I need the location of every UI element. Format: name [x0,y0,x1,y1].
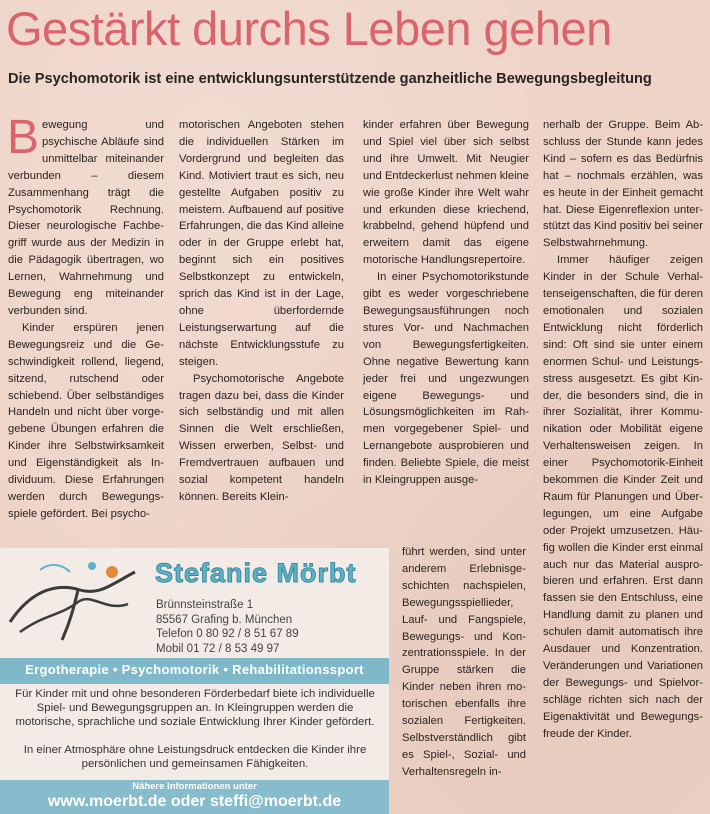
article-column-4 [543,117,703,743]
ad-description: Für Kinder mit und ohne besonderen Förderbedarf biete ich individuelle Spiel- und Bewegungsgruppen an. In Kleingruppen werden die motorische, sprachliche und soziale Entwicklung Ihrer Kinder gefördert. [15,688,375,728]
article-column-3 [363,117,529,489]
paragraph: motorischen Angeboten stehen die individuellen Stärken im Vordergrund und begleiten das Kind. Motiviert traut es sich, neu gestellte Aufgaben positiv zu meistern. Aufbauend auf positive Erfahrungen, die das Kind alleine oder in der Gruppe erlebt hat, beginnt sich ein positives Selbstkonzept zu entwickeln, sprich das Kind ist in der Lage, ohne überfordernde Leistungserwartung auf die nächste Entwicklungsstufe zu steigen. [179,119,344,368]
paragraph: In einer Psychomotorikstunde gibt es weder vorgeschriebene Bewegungsausführungen noch stures Vor- und Nachmachen von Bewegungsfertigkeiten. Ohne negative Bewertung kann jeder frei und ungezwungen eigene Bewegungs- und Lösungsmöglichkeiten im Rahmen vorgegebener Spiel- und Lernangebote ausprobieren und finden. Beliebte Spiele, die meist in Kleingruppen ausge- [363,271,529,487]
ad-description-2: In einer Atmosphäre ohne Leistungsdruck entdecken die Kinder ihre persönlichen und gemeinsamen Fähigkeiten. [23,744,367,770]
advertisement [0,548,389,814]
phone-line: Telefon 0 80 92 / 8 51 67 89 [156,628,299,640]
article-column-2 [179,117,344,506]
mobile-line: Mobil 01 72 / 8 53 49 97 [156,642,280,655]
article-column-3-continued [402,544,526,781]
ad-info-label: Nähere Informationen unter [132,781,257,792]
address-line: Brünnsteinstraße 1 [156,599,254,611]
drop-cap: B [7,111,40,164]
ad-services: Ergotherapie • Psychomotorik • Rehabilitationssport [25,662,364,677]
paragraph [7,111,164,320]
paragraph: führt werden, sind unter anderem Erlebnisgeschichten nachspielen, Bewegungsspiellieder, Lauf- und Fangspiele, Bewegungs- und Konzentrationsspiele. In der Gruppe stärken die Kinder neben ihren motorischen ebenfalls ihre sozialen Fertigkeiten. Selbstverständlich gibt es Spiel-, Sozial- und Verhaltensregeln in- [402,546,526,778]
paragraph-text: ewegung und psychische Abläufe sind unmittelbar miteinander verbunden – diesem Zusammenhang trägt die Psychomotorik Rechnung. Dieser neurologische Fachbegriff wurde aus der Medizin in die Pädagogik übertragen, wo Lernen, Wahrnehmung und Bewegung eng miteinander verbunden sind. [8,119,164,317]
ad-address [156,598,299,656]
headline: Gestärkt durchs Leben gehen [6,2,612,55]
dancing-figure-logo-icon [0,552,150,644]
article-column-1 [7,111,164,523]
ad-business-name: Stefanie Mörbt [155,558,357,588]
subtitle: Die Psychomotorik ist eine entwicklungsunterstützende ganzheitliche Bewegungsbegleitung [8,71,652,87]
paragraph: Immer häufiger zeigen Kinder in der Schule Verhaltenseigenschaften, die für deren emotionalen und sozialen Entwicklung nicht förderlich sind: Oft sind sie unter einem enormen Schul- und Leistungsstress ausgesetzt. Es gibt Kinder, die besonders sind, die in ihrer Sozialität, ihrer Kommunikation oder Mobilität eigene Verhaltensweisen zeigen. In einer Psychomotorik-Einheit bekommen die Kinder Zeit und Raum für Planungen und Überlegungen, um eine Aufgabe oder Projekt umzusetzen. Häufig wollen die Kinder erst einmal auch nur das Material ausprobieren und erfahren. Erst dann fassen sie den Entschluss, eine Handlung damit zu planen und schulen damit automatisch ihre Ausdauer und Konzentration. Veränderungen und Variationen der Bewegungs- und Spielvorschläge richten sich nach der Eigenaktivität und Bewegungsfreude der Kinder. [543,254,703,740]
paragraph: kinder erfahren über Bewegung und Spiel viel über sich selbst und ihre Umwelt. Mit Neugier und Entdeckerlust nehmen kleine wie große Kinder ihre Welt wahr und erkunden diese kriechend, krabbelnd, gehend hüpfend und erweitern damit das eigene motorische Handlungsrepertoire. [363,119,529,267]
paragraph: nerhalb der Gruppe. Beim Abschluss der Stunde kann jedes Kind – sofern es das Bedürfnis hat – nochmals erzählen, was es heute in der Einheit gemacht hat. Diese Eigenreflexion unterstützt das Kind positiv bei seiner Selbstwahrnehmung. [543,119,703,250]
ad-contact-link[interactable]: www.moerbt.de oder steffi@moerbt.de [47,793,342,810]
address-line: 85567 Grafing b. München [156,613,293,626]
paragraph: Psychomotorische Angebote tragen dazu bei, dass die Kinder sich selbständig und mit allen Sinnen die Welt erschließen, Wissen erwerben, Selbst- und Fremdvertrauen aufbauen und sozial kompetent handeln können. Bereits Klein- [179,372,344,503]
paragraph: Kinder erspüren jenen Bewegungsreiz und die Geschwindigkeit rollend, liegend, sitzend, rutschend oder schiebend. Über selbständiges Handeln und nicht über vorgegebene Übungen erfahren die Kinder ihre Selbstwirksamkeit und Eigenständigkeit als Individuum. Diese Erfahrungen werden durch Bewegungsspiele gefördert. Bei psycho- [8,321,164,520]
